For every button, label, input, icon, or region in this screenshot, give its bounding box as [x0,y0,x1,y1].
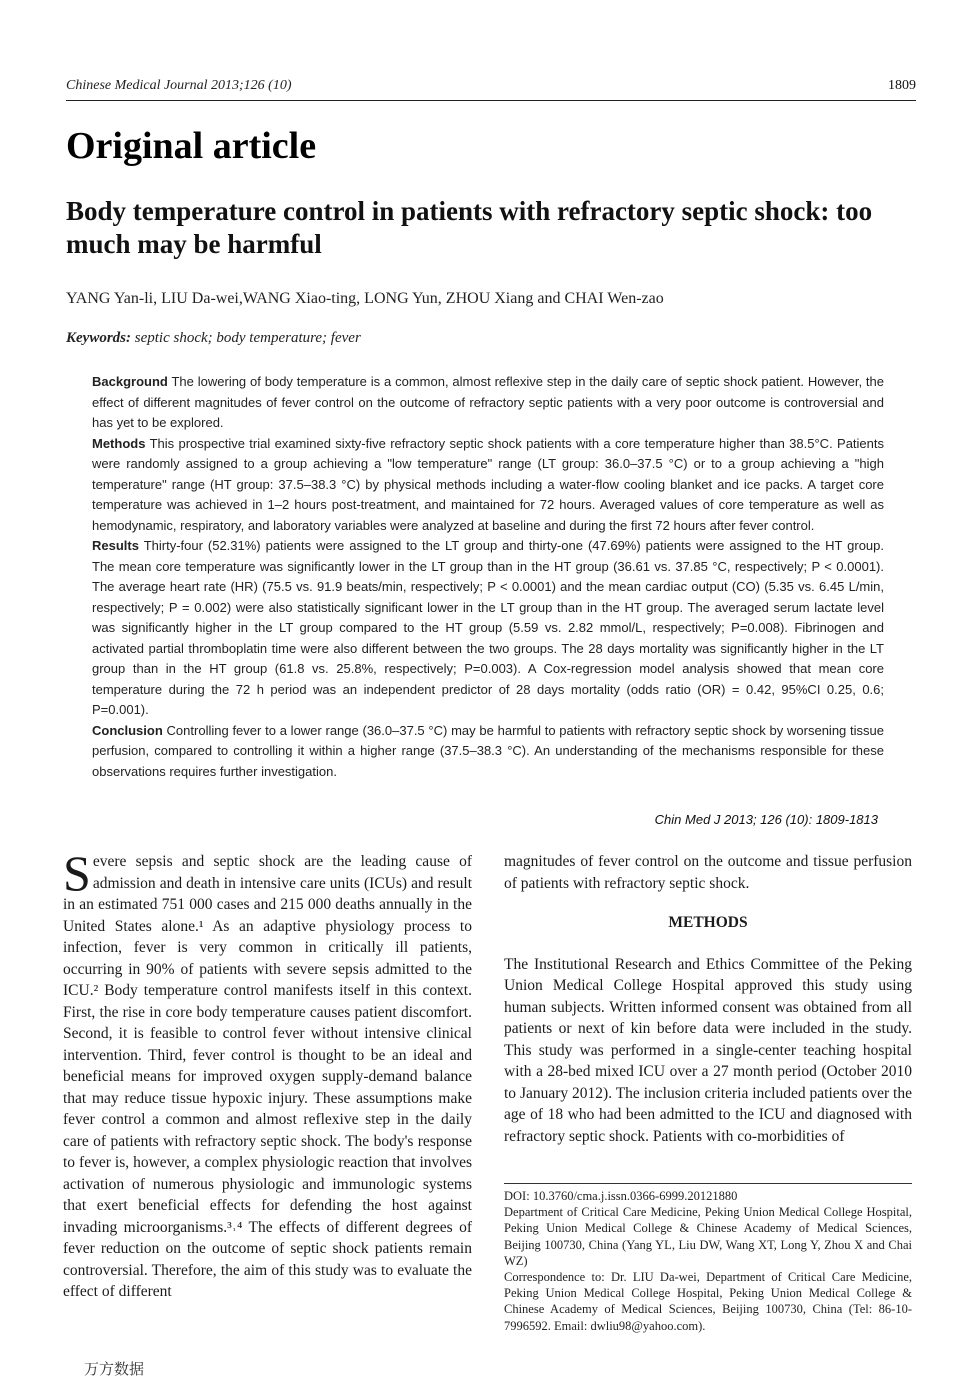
background-label: Background [92,374,168,389]
keywords-text: septic shock; body temperature; fever [134,330,361,346]
methods-paragraph: The Institutional Research and Ethics Committee of the Peking Union Medical College Hospital approved this study using human subjects. Written informed consent was obtained from all patients or next of kin before data were included in the study. This study was performed in a single-center teaching hospital with a 28-bed mixed ICU over a 27 month period (October 2010 to January 2012). The inclusion criteria included patients over the age of 18 who had been admitted to the ICU and diagnosed with refractory septic shock. Patients with co-morbidities of [504,955,912,1145]
conclusion-label: Conclusion [92,722,163,738]
footnote-divider [504,1183,912,1184]
intro-text: evere sepsis and septic shock are the leading cause of admission and death in intensive care units (ICUs) and result in an estimated 751 000 cases and 215 000 deaths annually in the United States alone.¹ As an adaptive physiology process to infection, fever is very common in critically ill patients, occurring in 90% of patients with severe sepsis admitted to the ICU.² Body temperature control manifests itself in this context. First, the rise in core body temperature causes patient discomfort. Second, it is feasible to control fever without intensive clinical intervention. Third, fever control is thought to be an ideal and beneficial means for improved oxygen supply-demand balance that may reduce tissue hypoxic injury. These assumptions make fever control a common and almost reflexive step in the daily care of patients with refractory septic shock. The body's response to fever is, however, a complex physiologic reaction that involves activation of numerous physiologic and immunologic systems that exert beneficial effects for defending the host against invading microorganisms.³˒⁴ The effects of different degrees of fever reduction on the outcome of septic shock patients remain controversial. Therefore, the aim of this study was to evaluate the effect of different [63,853,472,1300]
footnote [504,1188,912,1334]
abstract-conclusion [92,721,884,783]
abstract-methods [92,434,884,537]
results-text: Thirty-four (52.31%) patients were assigned to the LT group and thirty-one (47.69%) patients were assigned to the HT group. The mean core temperature was significantly lower in the LT group than in the HT group (36.61 vs. 37.85 °C, respectively; P < 0.0001). The average heart rate (HR) (75.5 vs. 91.9 beats/min, respectively; P < 0.0001) and the mean cardiac output (CO) (5.35 vs. 6.45 L/min, respectively; P = 0.002) were also statistically significant lower in the LT group than in the HT group. The averaged serum lactate level was significantly higher in the LT group compared to the HT group (5.59 vs. 2.82 mmol/L, respectively; P=0.008). Fibrinogen and activated partial thromboplatin time were also different between the two groups. The 28 days mortality was significantly higher in the LT group than in the HT group (61.8 vs. 25.8%, respectively; P=0.003). A Cox-regression model analysis showed that mean core temperature during the 72 h period was an independent predictor of 28 days mortality (odds ratio (OR) = 0.42, 95%CI 0.25, 0.6; P=0.001). [92,538,884,717]
running-header [66,78,916,101]
results-label: Results [92,538,139,553]
background-text: The lowering of body temperature is a common, almost reflexive step in the daily care of septic shock patient. However, the effect of different magnitudes of fever control on the outcome of refractory septic patients with a very poor outcome is controversial and has yet to be explored. [92,374,884,430]
article-title: Body temperature control in patients with refractory septic shock: too much may be harmful [66,196,873,259]
intro-paragraph [63,845,472,1303]
section-title: Original article [66,125,317,167]
body-right-column [504,851,912,1147]
drop-cap: S [63,845,91,901]
intro-continued: magnitudes of fever control on the outcome and tissue perfusion of patients with refractory septic shock. [504,853,912,892]
body-left-column [63,845,472,1303]
correspondence: Correspondence to: Dr. LIU Da-wei, Department of Critical Care Medicine, Peking Union Medical College Hospital, Peking Union Medical College & Chinese Academy of Medical Sciences, Beijing 100730, China (Tel: 86-10-7996592. Email: dwliu98@yahoo.com). [504,1270,912,1333]
citation: Chin Med J 2013; 126 (10): 1809-1813 [654,812,878,827]
watermark: 万方数据 [84,1360,145,1378]
abstract [92,372,884,782]
doi: DOI: 10.3760/cma.j.issn.0366-6999.20121880 [504,1189,738,1203]
conclusion-text: Controlling fever to a lower range (36.0–37.5 °C) may be harmful to patients with refractory septic shock by worsening tissue perfusion, compared to controlling it within a higher range (37.5–38.3 °C). An understanding of the mechanisms responsible for these observations requires further investigation. [92,722,884,779]
methods-text: This prospective trial examined sixty-five refractory septic shock patients with a core temperature higher than 38.5°C. Patients were randomly assigned to a group achieving a "low temperature" range (LT group: 36.0–37.5 °C) or to a group achieving a "high temperature" range (HT group: 37.5–38.3 °C) by physical methods including a water-flow cooling blanket and ice packs. A target core temperature was achieved in 1–2 hours post-treatment, and maintained for 72 hours. Averaged values of core temperature as well as hemodynamic, respiratory, and laboratory variables were analyzed at baseline and during the first 72 hours after fever control. [92,435,884,533]
author-list: YANG Yan-li, LIU Da-wei,WANG Xiao-ting, LONG Yun, ZHOU Xiang and CHAI Wen-zao [66,290,664,307]
methods-label: Methods [92,435,146,451]
keywords [66,330,361,347]
affiliation: Department of Critical Care Medicine, Peking Union Medical College Hospital, Peking Union Medical College & Chinese Academy of Medical Sciences, Beijing 100730, China (Yang YL, Liu DW, Wang XT, Long Y, Zhou X and Chai WZ) [504,1205,912,1268]
abstract-background [92,372,884,434]
abstract-results [92,536,884,721]
methods-heading: METHODS [668,914,748,931]
keywords-label: Keywords: [66,330,131,346]
journal-name: Chinese Medical Journal 2013;126 (10) [66,78,292,93]
page-number: 1809 [888,78,916,93]
